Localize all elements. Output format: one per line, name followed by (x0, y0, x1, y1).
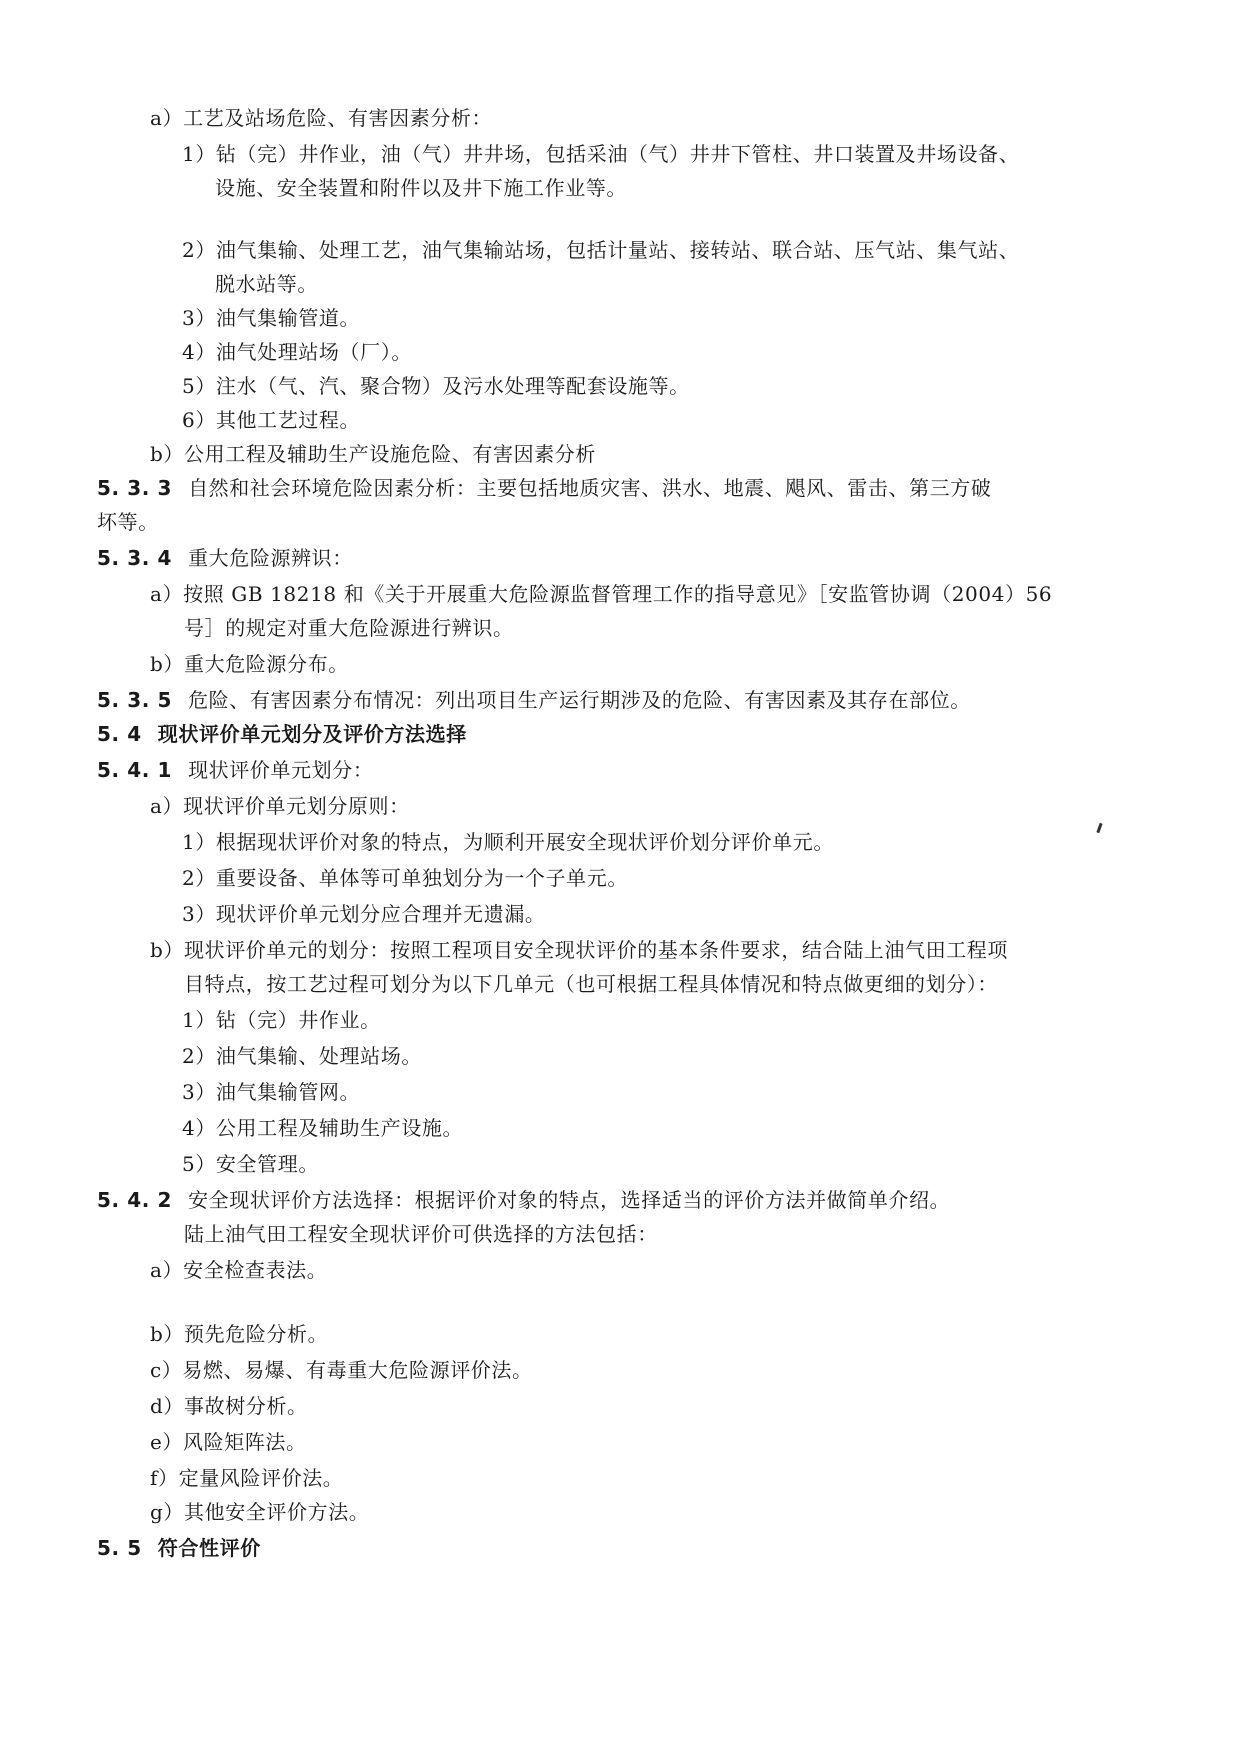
section-5-5-heading: 5. 5 符合性评价 (97, 1536, 261, 1560)
list-item-method-g: g）其他安全评价方法。 (150, 1500, 370, 1524)
list-item-water-injection: 5）注水（气、汽、聚合物）及污水处理等配套设施等。 (182, 374, 690, 398)
section-5-4-1: 5. 4. 1 现状评价单元划分： (97, 758, 374, 782)
list-item-gathering-cont: 脱水站等。 (215, 272, 318, 296)
section-number: 5. 3. 5 (97, 688, 173, 712)
list-item-principle-2: 2）重要设备、单体等可单独划分为一个子单元。 (182, 866, 628, 890)
list-item-gathering: 2）油气集输、处理工艺，油气集输站场，包括计量站、接转站、联合站、压气站、集气站、 (182, 238, 1020, 262)
list-item-unit-division: b）现状评价单元的划分：按照工程项目安全现状评价的基本条件要求，结合陆上油气田工程项 (150, 938, 1009, 962)
section-number: 5. 3. 4 (97, 546, 173, 570)
list-item-method-b: b）预先危险分析。 (150, 1322, 329, 1346)
list-item-principle-1: 1）根据现状评价对象的特点，为顺利开展安全现状评价划分评价单元。 (182, 830, 834, 854)
section-5-3-3: 5. 3. 3 自然和社会环境危险因素分析：主要包括地质灾害、洪水、地震、飓风、雷击、第三方破 (97, 476, 992, 500)
list-item-unit-4: 4）公用工程及辅助生产设施。 (182, 1116, 464, 1140)
list-item-unit-2: 2）油气集输、处理站场。 (182, 1044, 422, 1068)
list-item-principle-3: 3）现状评价单元划分应合理并无遗漏。 (182, 902, 546, 926)
section-number: 5. 4 (97, 722, 142, 746)
section-5-4-heading: 5. 4 现状评价单元划分及评价方法选择 (97, 722, 467, 746)
list-item-process-analysis: a）工艺及站场危险、有害因素分析： (150, 106, 493, 130)
list-item-gb18218-cont: 号］的规定对重大危险源进行辨识。 (184, 616, 514, 640)
list-item-other-process: 6）其他工艺过程。 (182, 408, 361, 432)
list-item-method-a: a）安全检查表法。 (150, 1258, 328, 1282)
list-item-division-principle: a）现状评价单元划分原则： (150, 794, 410, 818)
scan-mark (1096, 823, 1102, 833)
list-item-method-d: d）事故树分析。 (150, 1394, 308, 1418)
section-number: 5. 5 (97, 1536, 142, 1560)
list-item-method-e: e）风险矩阵法。 (150, 1430, 307, 1454)
list-item-public-works: b）公用工程及辅助生产设施危险、有害因素分析 (150, 442, 597, 466)
list-item-treatment-station: 4）油气处理站场（厂）。 (182, 340, 412, 364)
list-item-unit-5: 5）安全管理。 (182, 1152, 319, 1176)
list-item-unit-division-cont: 目特点，按工艺过程可划分为以下几单元（也可根据工程具体情况和特点做更细的划分）： (184, 972, 998, 996)
list-item-hazard-distribution: b）重大危险源分布。 (150, 652, 349, 676)
list-item-unit-1: 1）钻（完）井作业。 (182, 1008, 381, 1032)
list-item-method-c: c）易燃、易爆、有毒重大危险源评价法。 (150, 1358, 533, 1382)
list-item-method-f: f）定量风险评价法。 (150, 1466, 344, 1490)
list-item-gb18218: a）按照 GB 18218 和《关于开展重大危险源监督管理工作的指导意见》［安监管协调（2004）56 (150, 582, 1053, 606)
section-number: 5. 3. 3 (97, 476, 173, 500)
methods-intro: 陆上油气田工程安全现状评价可供选择的方法包括： (184, 1222, 658, 1246)
section-5-3-4: 5. 3. 4 重大危险源辨识： (97, 546, 353, 570)
section-number: 5. 4. 2 (97, 1188, 173, 1212)
section-5-3-3-cont: 坏等。 (97, 510, 159, 534)
list-item-pipeline: 3）油气集输管道。 (182, 306, 361, 330)
section-5-4-2: 5. 4. 2 安全现状评价方法选择：根据评价对象的特点，选择适当的评价方法并做简单介绍。 (97, 1188, 951, 1212)
list-item-drilling: 1）钻（完）井作业，油（气）井井场，包括采油（气）井井下管柱、井口装置及井场设备、 (182, 142, 1020, 166)
section-number: 5. 4. 1 (97, 758, 173, 782)
list-item-unit-3: 3）油气集输管网。 (182, 1080, 361, 1104)
section-5-3-5: 5. 3. 5 危险、有害因素分布情况：列出项目生产运行期涉及的危险、有害因素及其存在部位。 (97, 688, 971, 712)
list-item-drilling-cont: 设施、安全装置和附件以及井下施工作业等。 (215, 176, 627, 200)
